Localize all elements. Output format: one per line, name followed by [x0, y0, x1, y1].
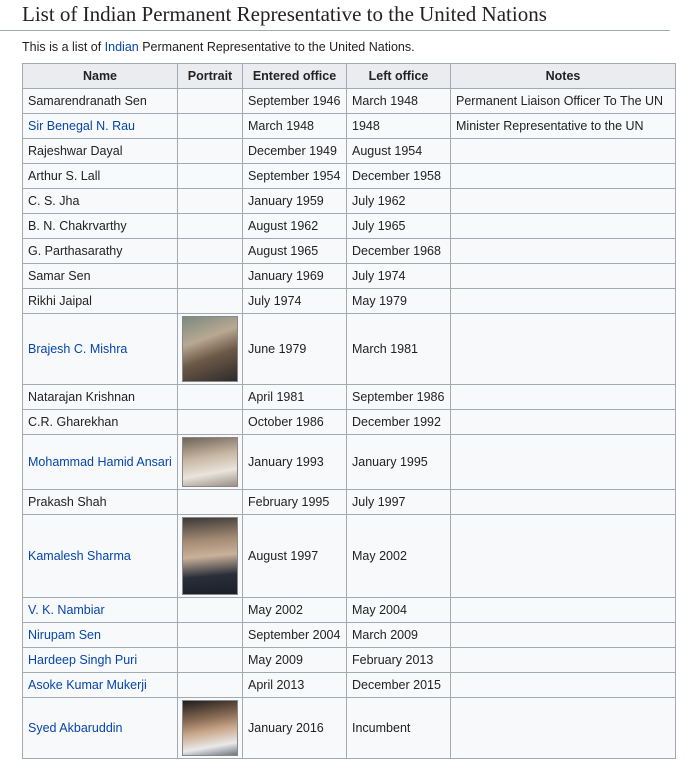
notes-cell [451, 648, 676, 673]
entered-office-cell: April 1981 [243, 385, 347, 410]
notes-cell: Minister Representative to the UN [451, 114, 676, 139]
entered-office-cell: June 1979 [243, 314, 347, 385]
left-office-cell: March 2009 [347, 623, 451, 648]
person-link[interactable]: Asoke Kumar Mukerji [28, 678, 147, 692]
notes-cell [451, 314, 676, 385]
left-office-cell: May 2004 [347, 598, 451, 623]
table-row [23, 410, 676, 435]
intro-suffix: Permanent Representative to the United Nations. [138, 40, 415, 54]
entered-office-cell: October 1986 [243, 410, 347, 435]
name-cell: Rajeshwar Dayal [23, 139, 178, 164]
portrait-cell [178, 264, 243, 289]
notes-cell [451, 515, 676, 598]
name-cell [23, 314, 178, 385]
portrait-cell [178, 673, 243, 698]
person-link[interactable]: V. K. Nambiar [28, 603, 105, 617]
notes-cell [451, 239, 676, 264]
left-office-cell: May 2002 [347, 515, 451, 598]
left-office-cell: March 1948 [347, 89, 451, 114]
left-office-cell: July 1997 [347, 490, 451, 515]
person-link[interactable]: Mohammad Hamid Ansari [28, 455, 172, 469]
entered-office-cell: January 1993 [243, 435, 347, 490]
portrait-cell [178, 89, 243, 114]
name-cell [23, 698, 178, 759]
notes-cell [451, 410, 676, 435]
notes-cell [451, 490, 676, 515]
name-cell: B. N. Chakrvarthy [23, 214, 178, 239]
portrait-cell [178, 139, 243, 164]
portrait-cell [178, 435, 243, 490]
notes-cell [451, 264, 676, 289]
entered-office-cell: August 1965 [243, 239, 347, 264]
left-office-cell: December 2015 [347, 673, 451, 698]
table-row [23, 673, 676, 698]
notes-cell [451, 598, 676, 623]
header-portrait: Portrait [178, 64, 243, 89]
table-row [23, 114, 676, 139]
portrait-cell [178, 410, 243, 435]
page-title: List of Indian Permanent Representative to the United Nations [0, 0, 670, 31]
notes-cell [451, 435, 676, 490]
entered-office-cell: September 2004 [243, 623, 347, 648]
portrait-photo[interactable] [182, 316, 238, 382]
left-office-cell: March 1981 [347, 314, 451, 385]
portrait-cell [178, 114, 243, 139]
entered-office-cell: December 1949 [243, 139, 347, 164]
name-cell [23, 648, 178, 673]
portrait-cell [178, 164, 243, 189]
notes-cell [451, 673, 676, 698]
name-cell [23, 623, 178, 648]
name-cell [23, 673, 178, 698]
portrait-photo[interactable] [182, 700, 238, 756]
header-name: Name [23, 64, 178, 89]
portrait-photo[interactable] [182, 437, 238, 487]
entered-office-cell: January 1959 [243, 189, 347, 214]
entered-office-cell: March 1948 [243, 114, 347, 139]
portrait-cell [178, 623, 243, 648]
name-cell: Arthur S. Lall [23, 164, 178, 189]
name-cell [23, 598, 178, 623]
left-office-cell: July 1962 [347, 189, 451, 214]
header-notes: Notes [451, 64, 676, 89]
portrait-cell [178, 289, 243, 314]
name-cell: Rikhi Jaipal [23, 289, 178, 314]
table-row [23, 648, 676, 673]
person-link[interactable]: Syed Akbaruddin [28, 721, 123, 735]
portrait-cell [178, 490, 243, 515]
name-cell [23, 515, 178, 598]
table-row [23, 515, 676, 598]
name-cell: C. S. Jha [23, 189, 178, 214]
name-cell [23, 435, 178, 490]
person-link[interactable]: Nirupam Sen [28, 628, 101, 642]
left-office-cell: December 1958 [347, 164, 451, 189]
entered-office-cell: February 1995 [243, 490, 347, 515]
name-cell: G. Parthasarathy [23, 239, 178, 264]
entered-office-cell: May 2009 [243, 648, 347, 673]
entered-office-cell: May 2002 [243, 598, 347, 623]
portrait-cell [178, 698, 243, 759]
table-row [23, 314, 676, 385]
table-row [23, 289, 676, 314]
table-row [23, 623, 676, 648]
left-office-cell: August 1954 [347, 139, 451, 164]
intro-paragraph [22, 39, 700, 55]
entered-office-cell: August 1997 [243, 515, 347, 598]
table-row [23, 214, 676, 239]
portrait-cell [178, 515, 243, 598]
entered-office-cell: July 1974 [243, 289, 347, 314]
table-row [23, 598, 676, 623]
left-office-cell: February 2013 [347, 648, 451, 673]
notes-cell [451, 289, 676, 314]
notes-cell [451, 139, 676, 164]
table-row [23, 490, 676, 515]
notes-cell [451, 164, 676, 189]
table-row [23, 139, 676, 164]
left-office-cell: December 1992 [347, 410, 451, 435]
table-row [23, 89, 676, 114]
entered-office-cell: September 1954 [243, 164, 347, 189]
header-entered-office: Entered office [243, 64, 347, 89]
name-cell [23, 114, 178, 139]
portrait-cell [178, 314, 243, 385]
person-link[interactable]: Brajesh C. Mishra [28, 342, 128, 356]
table-row [23, 164, 676, 189]
table-row [23, 264, 676, 289]
notes-cell [451, 214, 676, 239]
header-left-office: Left office [347, 64, 451, 89]
left-office-cell: May 1979 [347, 289, 451, 314]
name-cell: Prakash Shah [23, 490, 178, 515]
name-cell: Samarendranath Sen [23, 89, 178, 114]
person-link[interactable]: Hardeep Singh Puri [28, 653, 138, 667]
portrait-cell [178, 239, 243, 264]
header-row [23, 64, 676, 89]
name-cell: C.R. Gharekhan [23, 410, 178, 435]
left-office-cell: July 1965 [347, 214, 451, 239]
notes-cell [451, 385, 676, 410]
left-office-cell: September 1986 [347, 385, 451, 410]
table-row [23, 385, 676, 410]
intro-prefix: This is a list of [22, 40, 105, 54]
notes-cell [451, 698, 676, 759]
portrait-cell [178, 598, 243, 623]
entered-office-cell: September 1946 [243, 89, 347, 114]
entered-office-cell: August 1962 [243, 214, 347, 239]
portrait-photo[interactable] [182, 517, 238, 595]
portrait-cell [178, 189, 243, 214]
notes-cell [451, 189, 676, 214]
entered-office-cell: January 1969 [243, 264, 347, 289]
table-row [23, 239, 676, 264]
portrait-cell [178, 214, 243, 239]
table-row [23, 435, 676, 490]
left-office-cell: Incumbent [347, 698, 451, 759]
name-cell: Natarajan Krishnan [23, 385, 178, 410]
left-office-cell: 1948 [347, 114, 451, 139]
name-cell: Samar Sen [23, 264, 178, 289]
entered-office-cell: April 2013 [243, 673, 347, 698]
portrait-cell [178, 648, 243, 673]
entered-office-cell: January 2016 [243, 698, 347, 759]
table-row [23, 698, 676, 759]
left-office-cell: December 1968 [347, 239, 451, 264]
left-office-cell: January 1995 [347, 435, 451, 490]
left-office-cell: July 1974 [347, 264, 451, 289]
person-link[interactable]: Kamalesh Sharma [28, 549, 131, 563]
notes-cell: Permanent Liaison Officer To The UN [451, 89, 676, 114]
representatives-table [22, 63, 676, 759]
portrait-cell [178, 385, 243, 410]
indian-link[interactable]: Indian [104, 40, 139, 54]
notes-cell [451, 623, 676, 648]
person-link[interactable]: Sir Benegal N. Rau [28, 119, 136, 133]
table-row [23, 189, 676, 214]
